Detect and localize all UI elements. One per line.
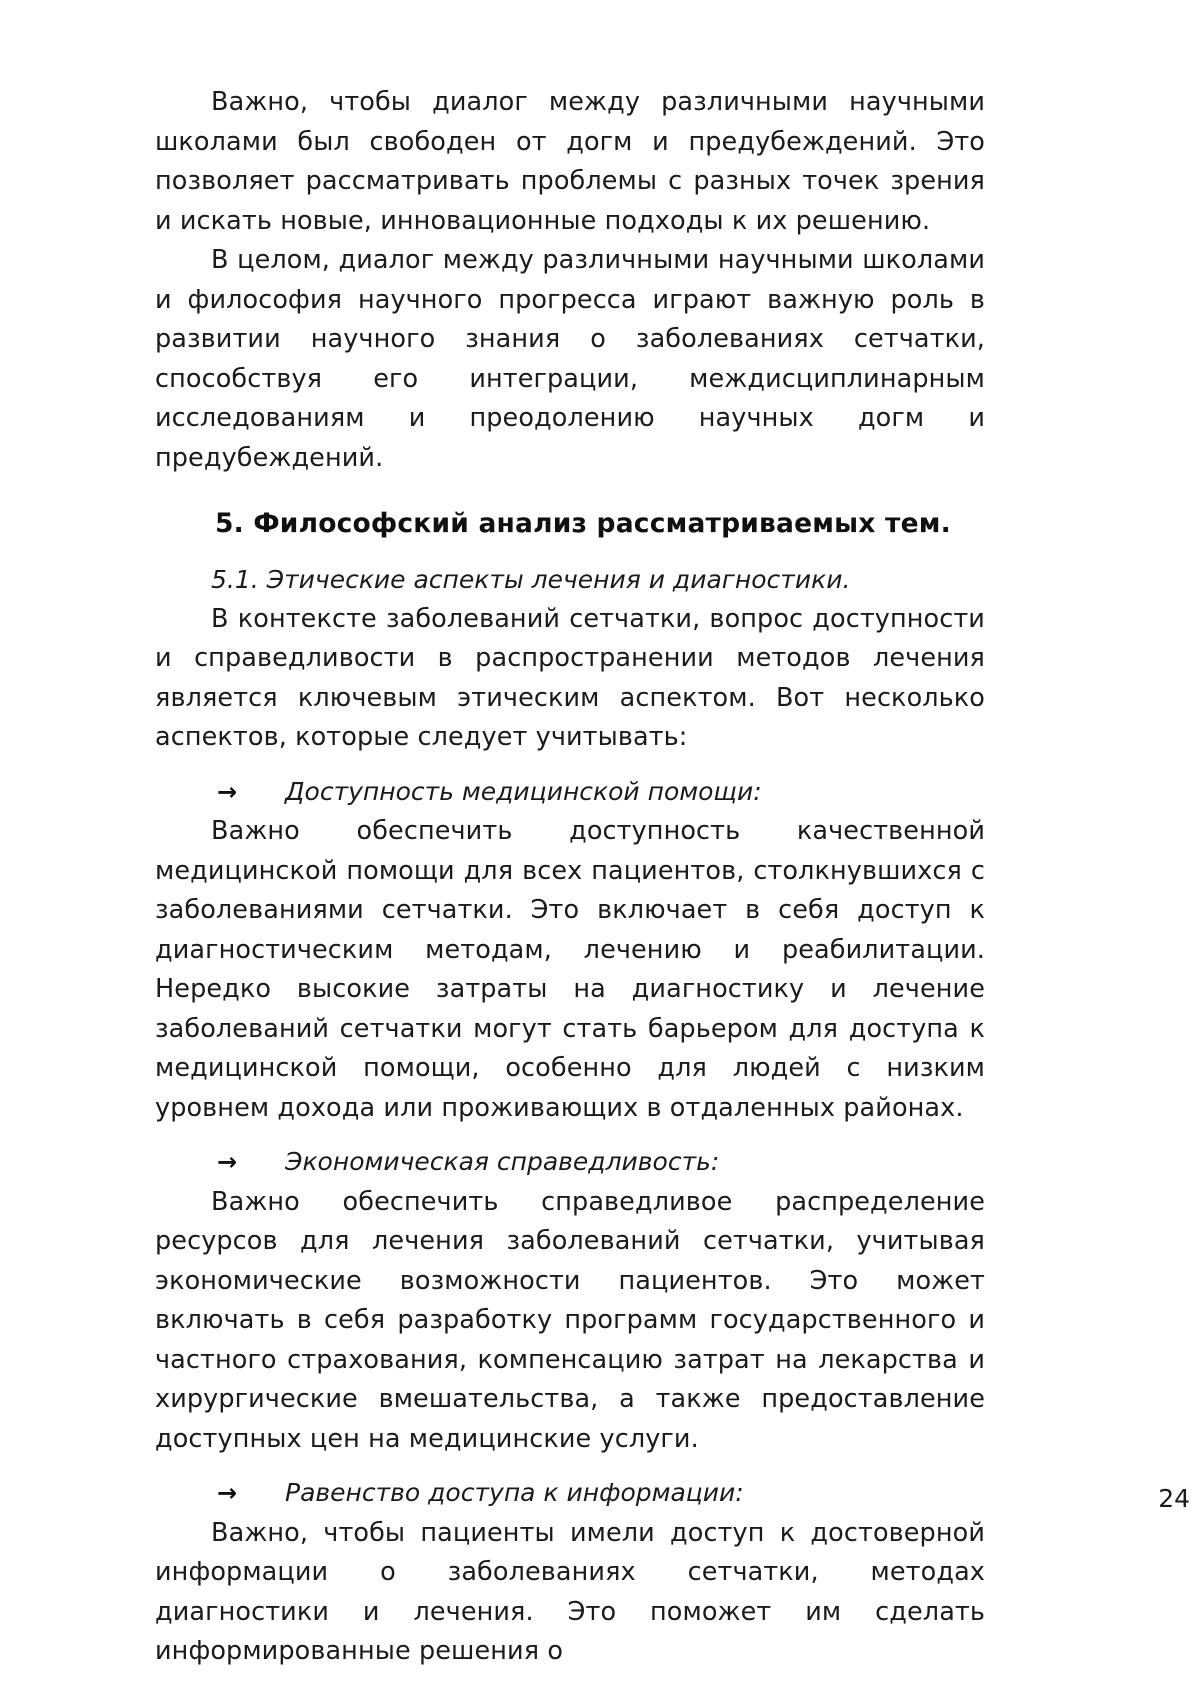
paragraph-6: Важно, чтобы пациенты имели доступ к достоверной информации о заболеваниях сетчатки, методах диагностики и лечения. Это поможет им сделать информированные решения о: [155, 1517, 985, 1666]
arrow-right-icon: →: [217, 1479, 238, 1507]
paragraph-4: Важно обеспечить доступность качественной медицинской помощи для всех пациентов, столкнувшихся с заболеваниями сетчатки. Это включает в себя доступ к диагностическим методам, лечению и реабилитации. Нередко высокие затраты на диагностику и лечение заболеваний сетчатки могут стать барьером для доступа к медицинской помощи, особенно для людей с низким уровнем дохода или проживающих в отдаленных районах.: [155, 816, 985, 1123]
sub-heading-5-1: 5.1. Этические аспекты лечения и диагностики.: [211, 565, 851, 594]
page-number: 24: [1158, 1484, 1190, 1513]
arrow-right-icon: →: [217, 777, 238, 806]
list-item-3: [155, 1459, 985, 1514]
page-content: [155, 83, 985, 1672]
arrow-right-icon: →: [217, 1148, 238, 1176]
paragraph-5: Важно обеспечить справедливое распределение ресурсов для лечения заболеваний сетчатки, учитывая экономические возможности пациентов. Это может включать в себя разработку программ государственного и частного страхования, компенсацию затрат на лекарства и хирургические вмешательства, а также предоставление доступных цен на медицинские услуги.: [155, 1186, 985, 1454]
paragraph-2: В целом, диалог между различными научными школами и философия научного прогресса играют важную роль в развитии научного знания о заболеваниях сетчатки, способствуя его интеграции, междисциплинарным исследованиям и преодолению научных догм и предубеждений.: [155, 245, 985, 473]
list-item-2: [155, 1128, 985, 1183]
list-item-label: Доступность медицинской помощи:: [285, 776, 762, 806]
paragraph-1: Важно, чтобы диалог между различными научными школами был свободен от догм и предубеждений. Это позволяет рассматривать проблемы с разных точек зрения и искать новые, инновационные подходы к их решению.: [155, 87, 985, 236]
paragraph-3: В контексте заболеваний сетчатки, вопрос доступности и справедливости в распространении методов лечения является ключевым этическим аспектом. Вот несколько аспектов, которые следует учитывать:: [155, 603, 985, 752]
list-item-1: [155, 758, 985, 813]
list-item-label: Экономическая справедливость:: [285, 1147, 720, 1176]
list-item-label: Равенство доступа к информации:: [285, 1478, 744, 1507]
section-heading-5: 5. Философский анализ рассматриваемых тем.: [215, 508, 951, 539]
